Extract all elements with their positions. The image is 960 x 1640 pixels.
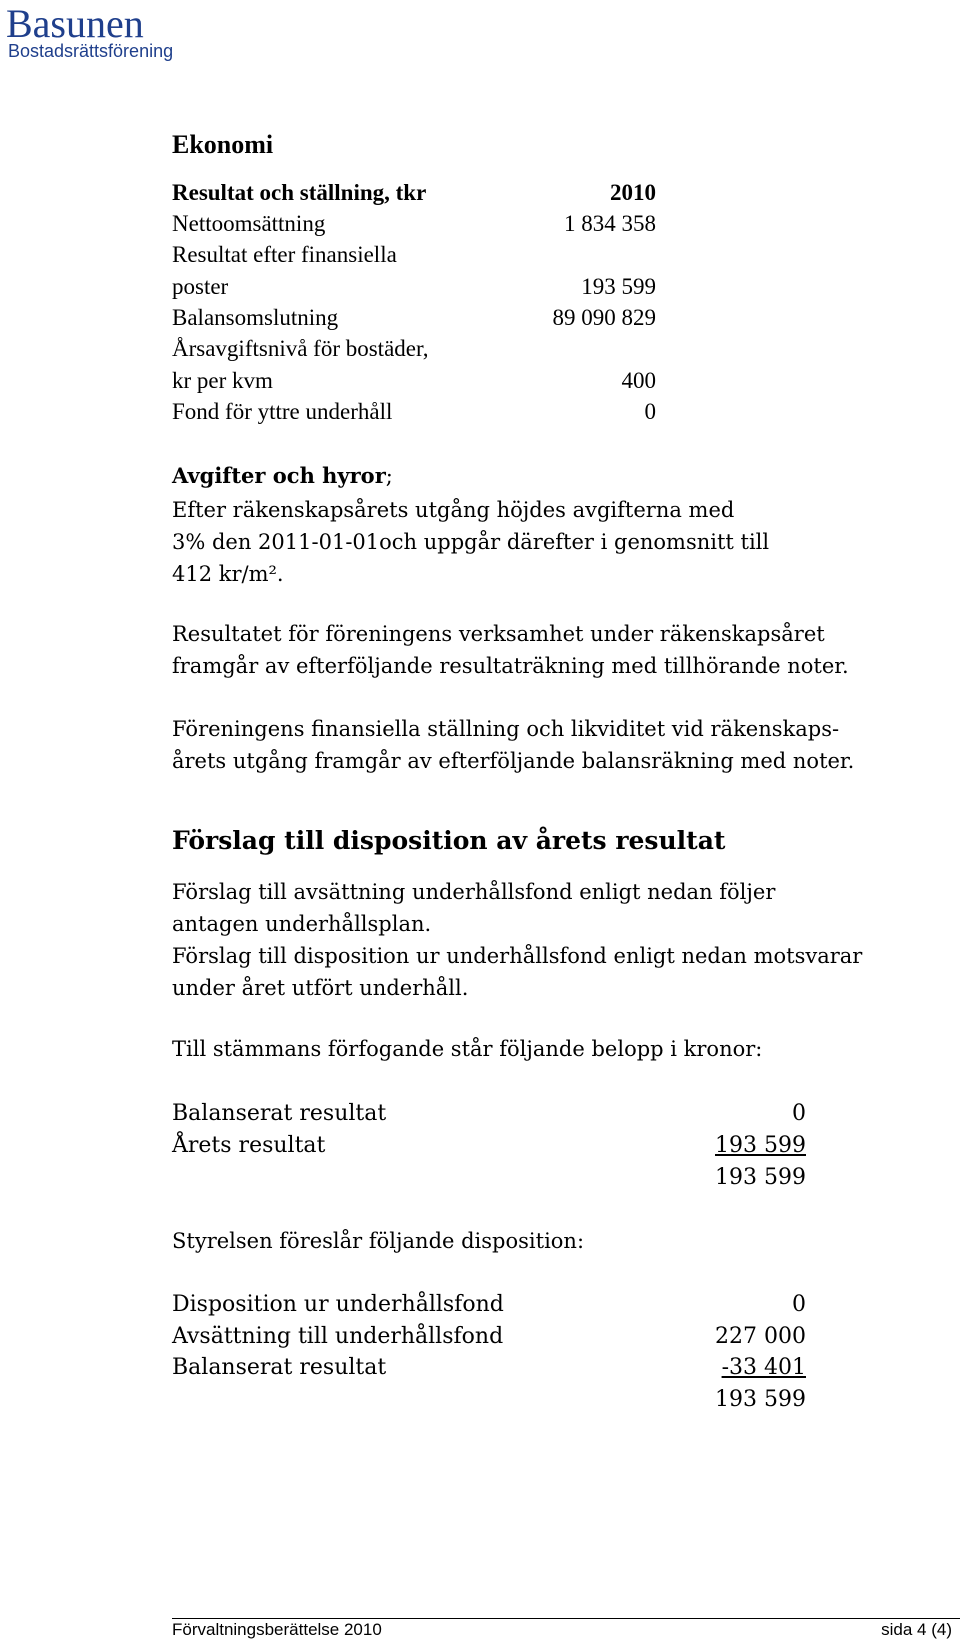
amount-value: 193 599 xyxy=(715,1387,806,1412)
amount-value: 0 xyxy=(792,1292,806,1317)
amount-row xyxy=(172,1133,806,1158)
disposition-heading: Förslag till disposition av årets resultat xyxy=(172,826,726,855)
row-label: Nettoomsättning xyxy=(172,211,326,236)
row-value: 89 090 829 xyxy=(552,305,656,330)
table-row xyxy=(172,368,656,394)
amount-value: 0 xyxy=(792,1101,806,1126)
fees-heading-text: Avgifter och hyror xyxy=(172,463,386,488)
amount-label: Balanserat resultat xyxy=(172,1355,387,1380)
amount-row xyxy=(172,1324,806,1349)
logo xyxy=(6,1,174,61)
footer-left: Förvaltningsberättelse 2010 xyxy=(172,1620,382,1639)
table-row xyxy=(172,242,656,268)
table-header-year: 2010 xyxy=(610,180,656,205)
logo-subtitle: Bostadsrättsförening xyxy=(8,41,174,61)
board-intro: Styrelsen föreslår följande disposition: xyxy=(172,1229,585,1253)
row-label: Balansomslutning xyxy=(172,305,339,330)
amount-label: Årets resultat xyxy=(172,1133,326,1158)
amount-value: 227 000 xyxy=(715,1324,806,1349)
amount-row xyxy=(172,1387,806,1412)
row-value: 400 xyxy=(621,368,656,393)
row-value: 1 834 358 xyxy=(564,211,656,236)
amount-value: 193 599 xyxy=(715,1165,806,1190)
balance-paragraph: Föreningens finansiella ställning och likviditet vid räkenskaps- årets utgång framgår av efterföljande balansräkning med noter. xyxy=(172,717,855,773)
table-header-label: Resultat och ställning, tkr xyxy=(172,180,427,205)
result-paragraph: Resultatet för föreningens verksamhet under räkenskapsåret framgår av efterföljande resultaträkning med tillhörande noter. xyxy=(172,622,849,678)
fees-text: Efter räkenskapsårets utgång höjdes avgifterna med 3% den 2011-01-01och uppgår därefter i genomsnitt till 412 kr/m². xyxy=(172,498,770,586)
table-row xyxy=(172,211,656,237)
amount-label: Balanserat resultat xyxy=(172,1101,387,1126)
table-row xyxy=(172,336,656,362)
row-label: poster xyxy=(172,274,229,299)
fees-heading xyxy=(172,463,393,488)
amount-row xyxy=(172,1165,806,1190)
available-intro: Till stämmans förfogande står följande belopp i kronor: xyxy=(172,1037,763,1061)
footer-page-number: sida 4 (4) xyxy=(881,1620,952,1639)
amount-value: 193 599 xyxy=(715,1133,806,1158)
amount-label: Avsättning till underhållsfond xyxy=(172,1324,504,1349)
row-label: Fond för yttre underhåll xyxy=(172,399,393,424)
table-row xyxy=(172,399,656,425)
amount-row xyxy=(172,1292,806,1317)
amount-label: Disposition ur underhållsfond xyxy=(172,1292,504,1317)
row-value: 0 xyxy=(644,399,656,424)
amount-row xyxy=(172,1101,806,1126)
logo-name: Basunen xyxy=(6,1,144,46)
table-row xyxy=(172,305,656,331)
row-label: Årsavgiftsnivå för bostäder, xyxy=(172,336,429,361)
section-title: Ekonomi xyxy=(172,130,274,159)
table-row xyxy=(172,274,656,300)
disposition-text: Förslag till avsättning underhållsfond enligt nedan följer antagen underhållsplan. Förslag till disposition ur underhållsfond enligt nedan motsvarar under året utfört underhåll. xyxy=(172,880,863,1000)
amount-value: -33 401 xyxy=(721,1355,806,1380)
footer-divider xyxy=(172,1618,960,1619)
table-header xyxy=(172,180,656,206)
fees-heading-suffix: ; xyxy=(385,464,393,488)
amount-row xyxy=(172,1355,806,1380)
row-label: kr per kvm xyxy=(172,368,273,393)
row-value: 193 599 xyxy=(581,274,656,299)
row-label: Resultat efter finansiella xyxy=(172,242,397,267)
